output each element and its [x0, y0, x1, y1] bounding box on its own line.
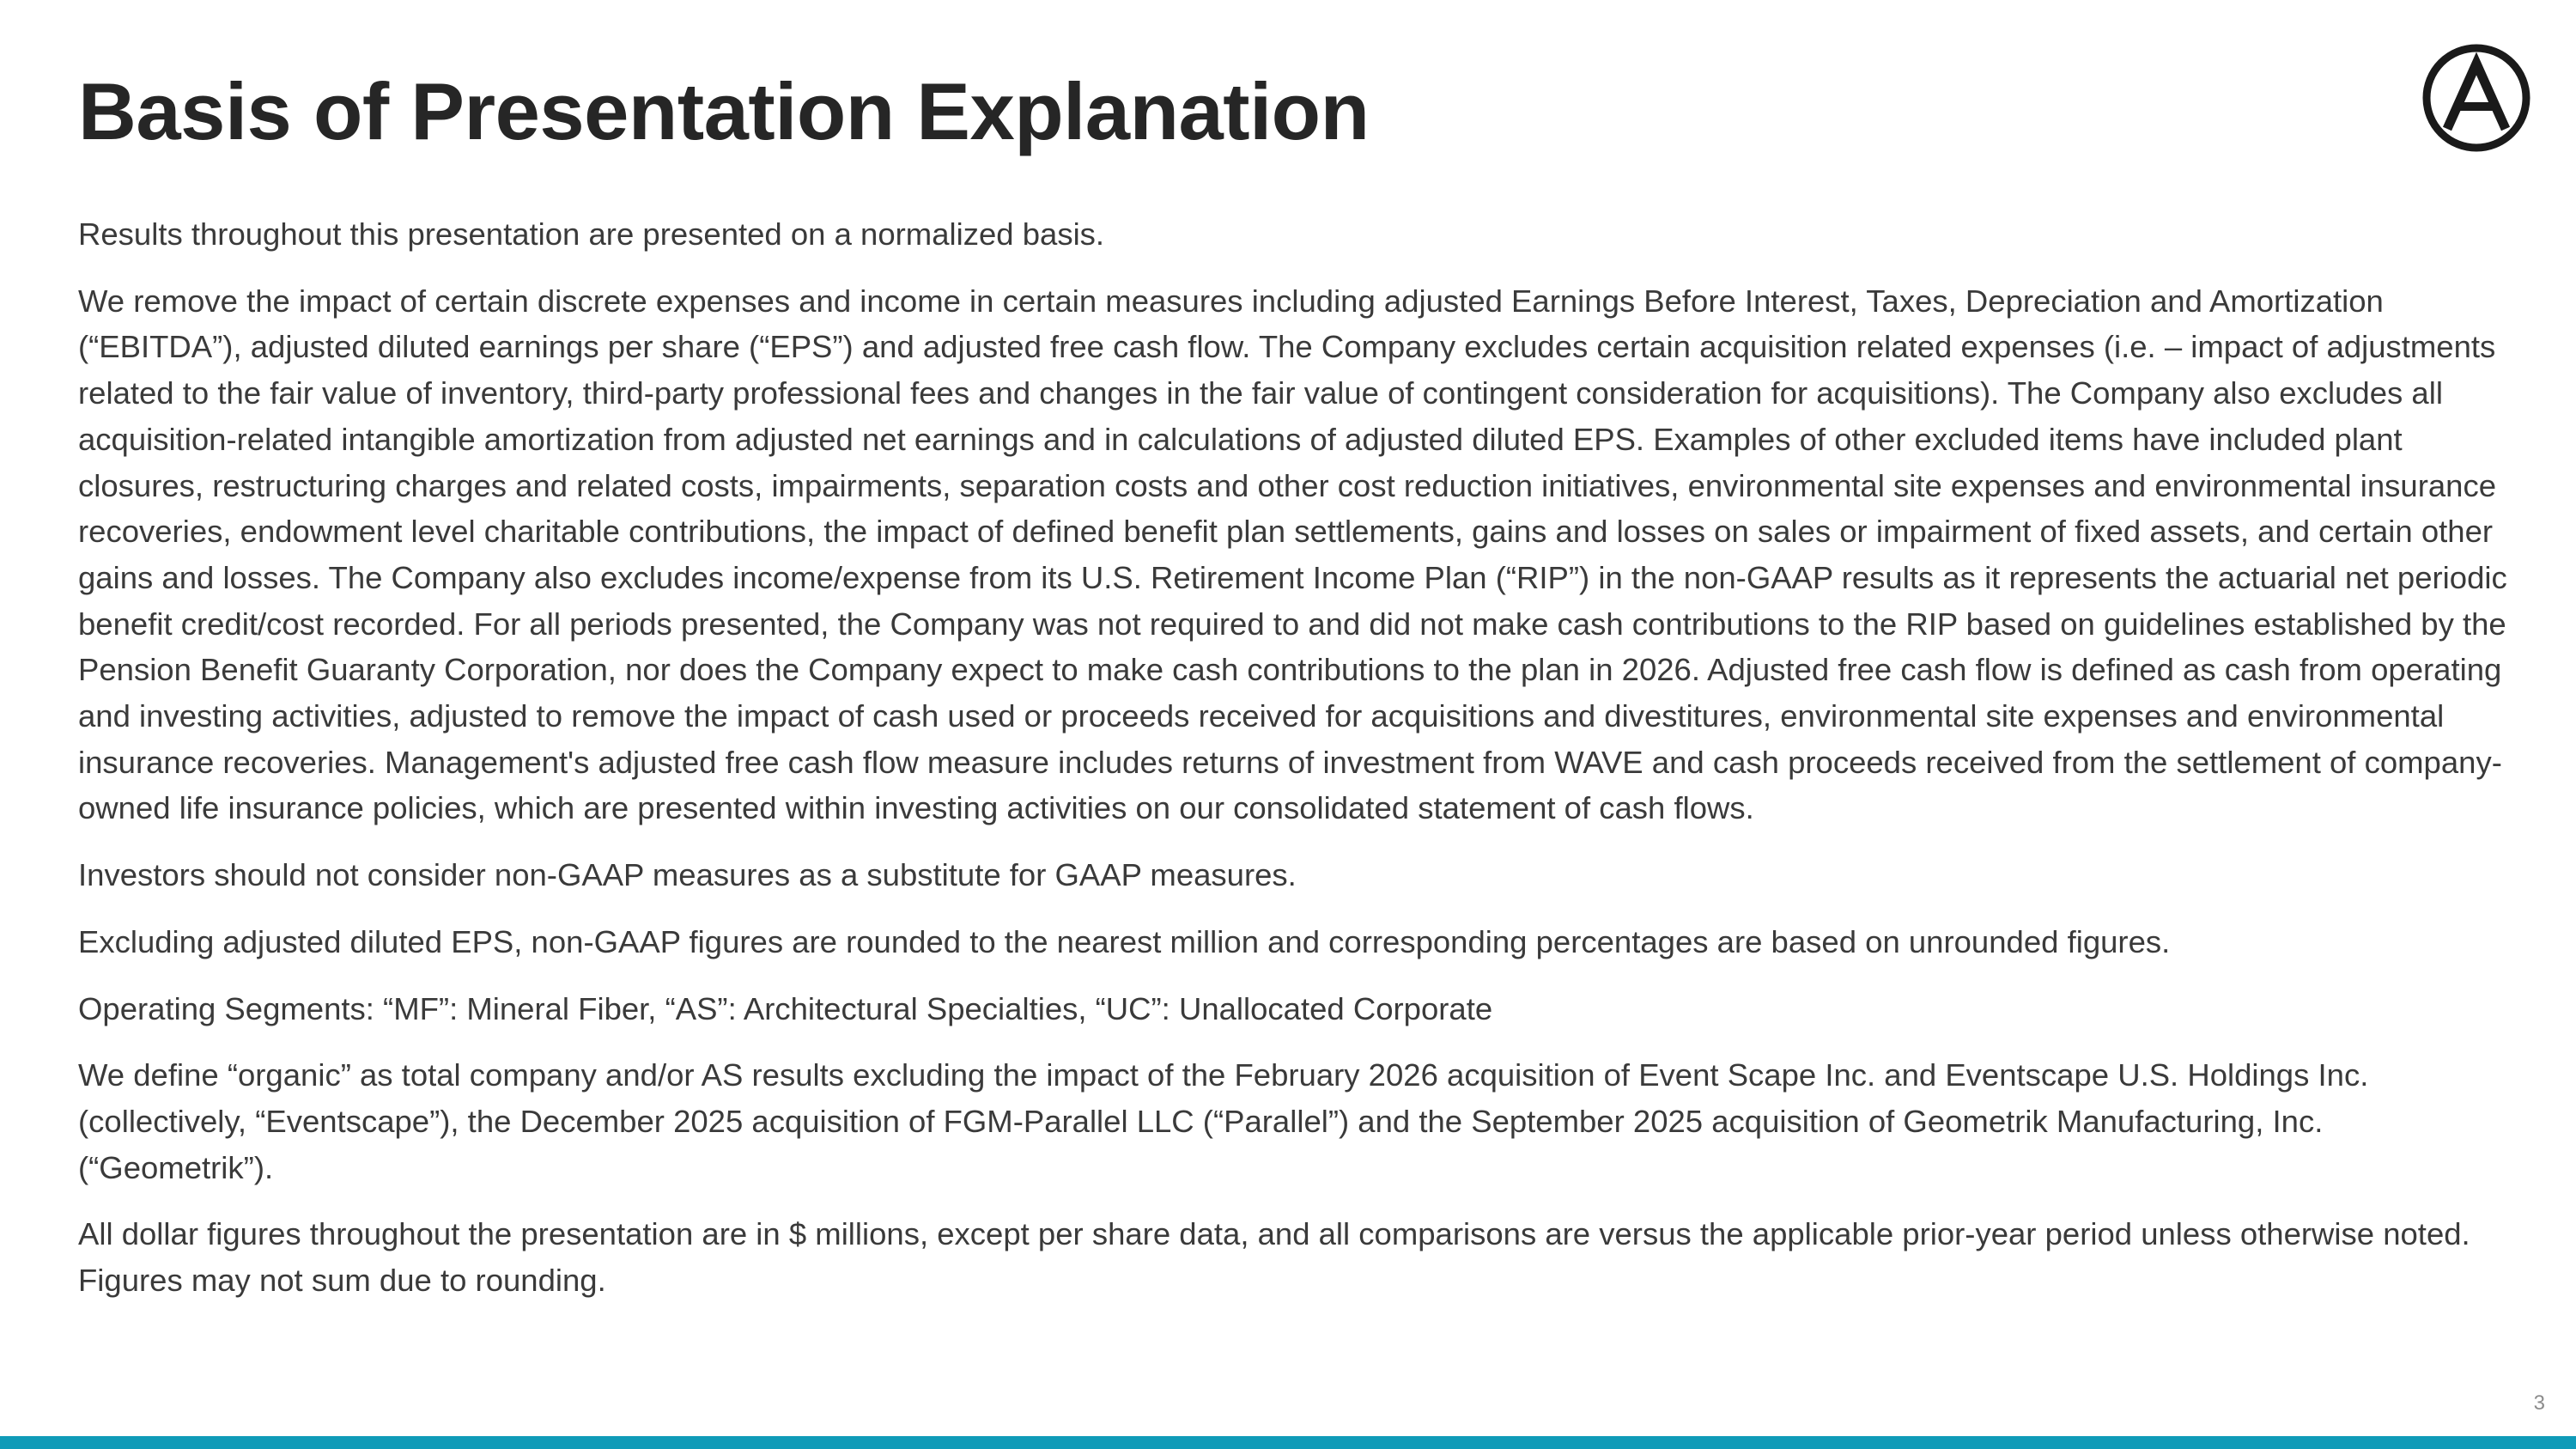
footer-accent-bar	[0, 1436, 2576, 1449]
page-number: 3	[2533, 1391, 2545, 1415]
paragraph-rounding: Excluding adjusted diluted EPS, non-GAAP figures are rounded to the nearest million and corresponding percentages are based on unrounded figures.	[78, 923, 2171, 959]
body-text	[78, 211, 2525, 1324]
paragraph-adjustments: We remove the impact of certain discrete expenses and income in certain measures including adjusted Earnings Before Interest, Taxes, Depreciation and Amortization (“EBITDA”), adjusted diluted earnings per share (“EPS”) and adjusted free cash flow. The Company excludes certain acquisition related expenses (i.e. – impact of adjustments related to the fair value of inventory, third-party professional fees and changes in the fair value of contingent consideration for acquisitions). The Company also excludes all acquisition-related intangible amortization from adjusted net earnings and in calculations of adjusted diluted EPS. Examples of other excluded items have included plant closures, restructuring charges and related costs, impairments, separation costs and other cost reduction initiatives, environmental site expenses and environmental insurance recoveries, endowment level charitable contributions, the impact of defined benefit plan settlements, gains and losses on sales or impairment of fixed assets, and certain other gains and losses. The Company also excludes income/expense from its U.S. Retirement Income Plan (“RIP”) in the non-GAAP results as it represents the actuarial net periodic benefit credit/cost recorded. For all periods presented, the Company was not required to and did not make cash contributions to the RIP based on guidelines established by the Pension Benefit Guaranty Corporation, nor does the Company expect to make cash contributions to the plan in 2026. Adjusted free cash flow is defined as cash from operating and investing activities, adjusted to remove the impact of cash used or proceeds received for acquisitions and divestitures, environmental site expenses and environmental insurance recoveries. Management's adjusted free cash flow measure includes returns of investment from WAVE and cash proceeds received from the settlement of company-owned life insurance policies, which are presented within investing activities on our consolidated statement of cash flows.	[78, 283, 2507, 826]
paragraph-operating-segments: Operating Segments: “MF”: Mineral Fiber, “AS”: Architectural Specialties, “UC”: Unallocated Corporate	[78, 990, 1493, 1026]
paragraph-normalized-basis: Results throughout this presentation are presented on a normalized basis.	[78, 216, 1105, 252]
paragraph-dollar-figures: All dollar figures throughout the presentation are in $ millions, except per share data, and all comparisons are versus the applicable prior-year period unless otherwise noted. Figures may not sum due to rounding.	[78, 1216, 2470, 1299]
paragraph-organic-definition: We define “organic” as total company and/or AS results excluding the impact of the February 2026 acquisition of Event Scape Inc. and Eventscape U.S. Holdings Inc. (collectively, “Eventscape”), the December 2025 acquisition of FGM-Parallel LLC (“Parallel”) and the September 2025 acquisition of Geometrik Manufacturing, Inc. (“Geometrik”).	[78, 1057, 2369, 1185]
paragraph-non-gaap-substitute: Investors should not consider non-GAAP measures as a substitute for GAAP measures.	[78, 857, 1297, 893]
page-title: Basis of Presentation Explanation	[78, 66, 1370, 156]
company-a-logo-icon	[2421, 43, 2531, 153]
